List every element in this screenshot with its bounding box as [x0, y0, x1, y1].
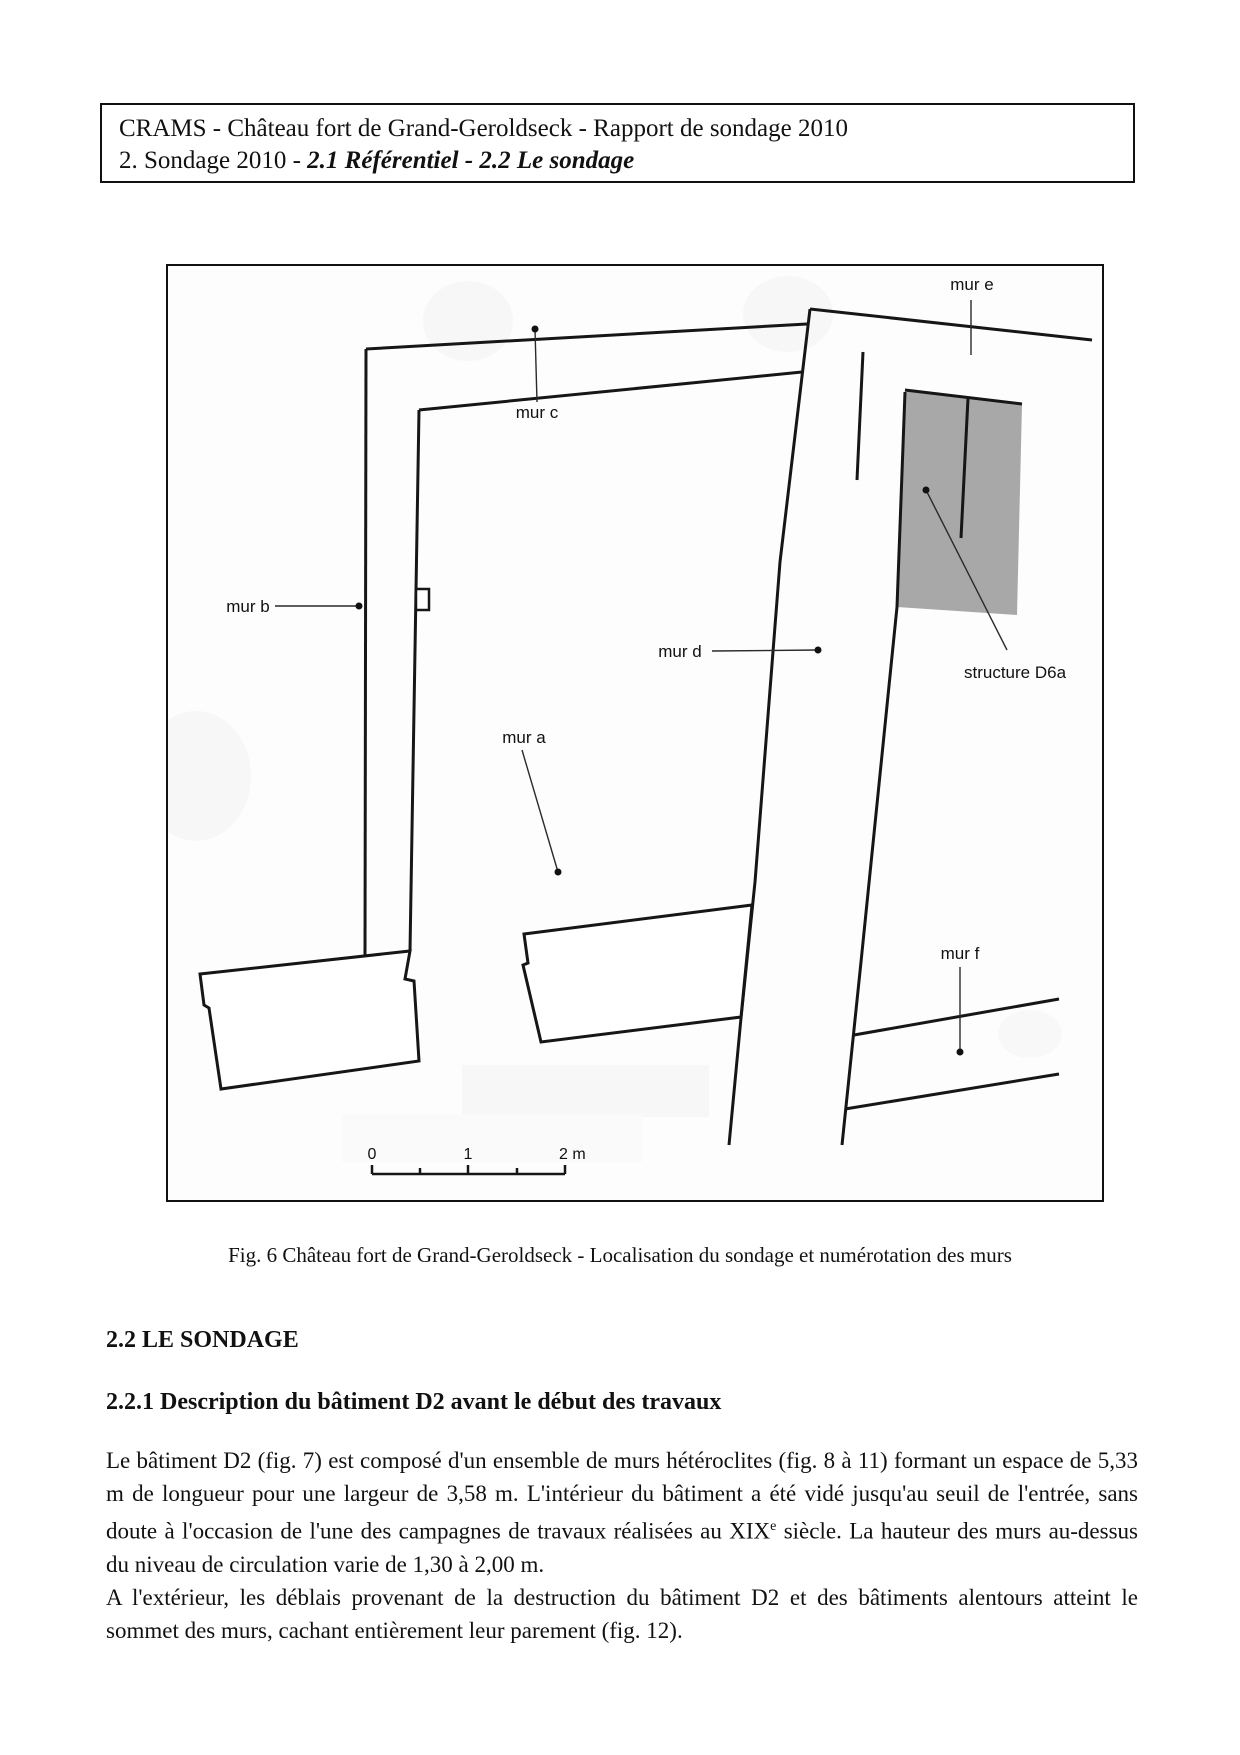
mur-a-marker-dot: [555, 869, 562, 876]
structure-d6a-marker-dot: [923, 487, 930, 494]
mur-d-leader-line: [712, 650, 818, 651]
paragraph-2: A l'extérieur, les déblais provenant de la destruction du bâtiment D2 et des bâtiments alentours atteint le sommet des murs, cachant entièrement leur parement (fig. 12).: [106, 1585, 1138, 1643]
paragraph-1-superscript: e: [770, 1519, 777, 1534]
background-blotch: [423, 281, 513, 361]
paragraph-1-text-continued: siècle. La hauteur des murs au-dessus du niveau de circulation varie de 1,30 à 2,00 m.: [106, 1518, 1138, 1577]
wall-b-door-notch: [416, 589, 429, 610]
wall-a-outline: [523, 905, 752, 1042]
southwest-structure-outline: [200, 951, 419, 1089]
paragraph-1-text: Le bâtiment D2 (fig. 7) est composé d'un ensemble de murs hétéroclites (fig. 8 à 11) formant un espace de 5,33 m de longueur pour une largeur de 3,58 m. L'intérieur du bâtiment a été vidé jusqu'au seuil de l'entrée, sans doute à l'occasion de l'une des campagnes de travaux réalisées au XIX: [106, 1448, 1138, 1544]
wall-d-left-line: [729, 309, 810, 1145]
wall-b-outer-line: [365, 349, 366, 956]
header-breadcrumb-emphasis: 2.1 Référentiel - 2.2 Le sondage: [307, 147, 635, 174]
wall-e-line: [810, 309, 1092, 340]
mur-f-label: mur f: [940, 944, 980, 963]
section-heading-2-2-1: 2.2.1 Description du bâtiment D2 avant le début des travaux: [106, 1389, 722, 1415]
background-blotch: [168, 711, 251, 841]
scale-bar-label-2m: 2 m: [559, 1146, 586, 1163]
wall-c-inner-line: [419, 372, 802, 410]
structure-d6a-area: [897, 390, 1022, 615]
mur-d-marker-dot: [815, 647, 822, 654]
section-heading-2-2: 2.2 LE SONDAGE: [106, 1327, 299, 1353]
structure-d6a-label: structure D6a: [964, 663, 1067, 682]
mur-f-marker-dot: [957, 1049, 964, 1056]
figure-caption: Fig. 6 Château fort de Grand-Geroldseck - Localisation du sondage et numérotation des murs: [228, 1243, 1012, 1267]
header-breadcrumb-prefix: 2. Sondage 2010 -: [119, 147, 308, 174]
mur-a-leader-line: [522, 750, 558, 872]
header-breadcrumb: [119, 145, 1133, 177]
scale-bar-label-1: 1: [463, 1146, 473, 1163]
mur-e-label: mur e: [950, 275, 994, 294]
mur-d-label: mur d: [658, 642, 702, 661]
mur-c-marker-dot: [532, 326, 539, 333]
mur-c-label: mur c: [515, 403, 559, 422]
structure-d6a-inner-line-1: [857, 352, 863, 480]
scale-bar-label-0: 0: [367, 1146, 377, 1163]
figure-6-plan: [166, 264, 1104, 1202]
wall-f-lower-line: [845, 1074, 1059, 1109]
site-plan-drawing: [168, 266, 1102, 1200]
mur-b-marker-dot: [356, 603, 363, 610]
background-blotch: [743, 276, 833, 352]
background-blotch: [998, 1010, 1062, 1058]
mur-a-label: mur a: [502, 728, 546, 747]
page-header-box: [100, 103, 1135, 183]
paragraph-1: [106, 1444, 1138, 1581]
wall-b-inner-line: [410, 410, 419, 951]
mur-b-label: mur b: [226, 597, 270, 616]
background-blotch: [462, 1065, 709, 1117]
background-blotch: [342, 1114, 642, 1162]
header-title: CRAMS - Château fort de Grand-Geroldseck - Rapport de sondage 2010: [119, 115, 848, 142]
